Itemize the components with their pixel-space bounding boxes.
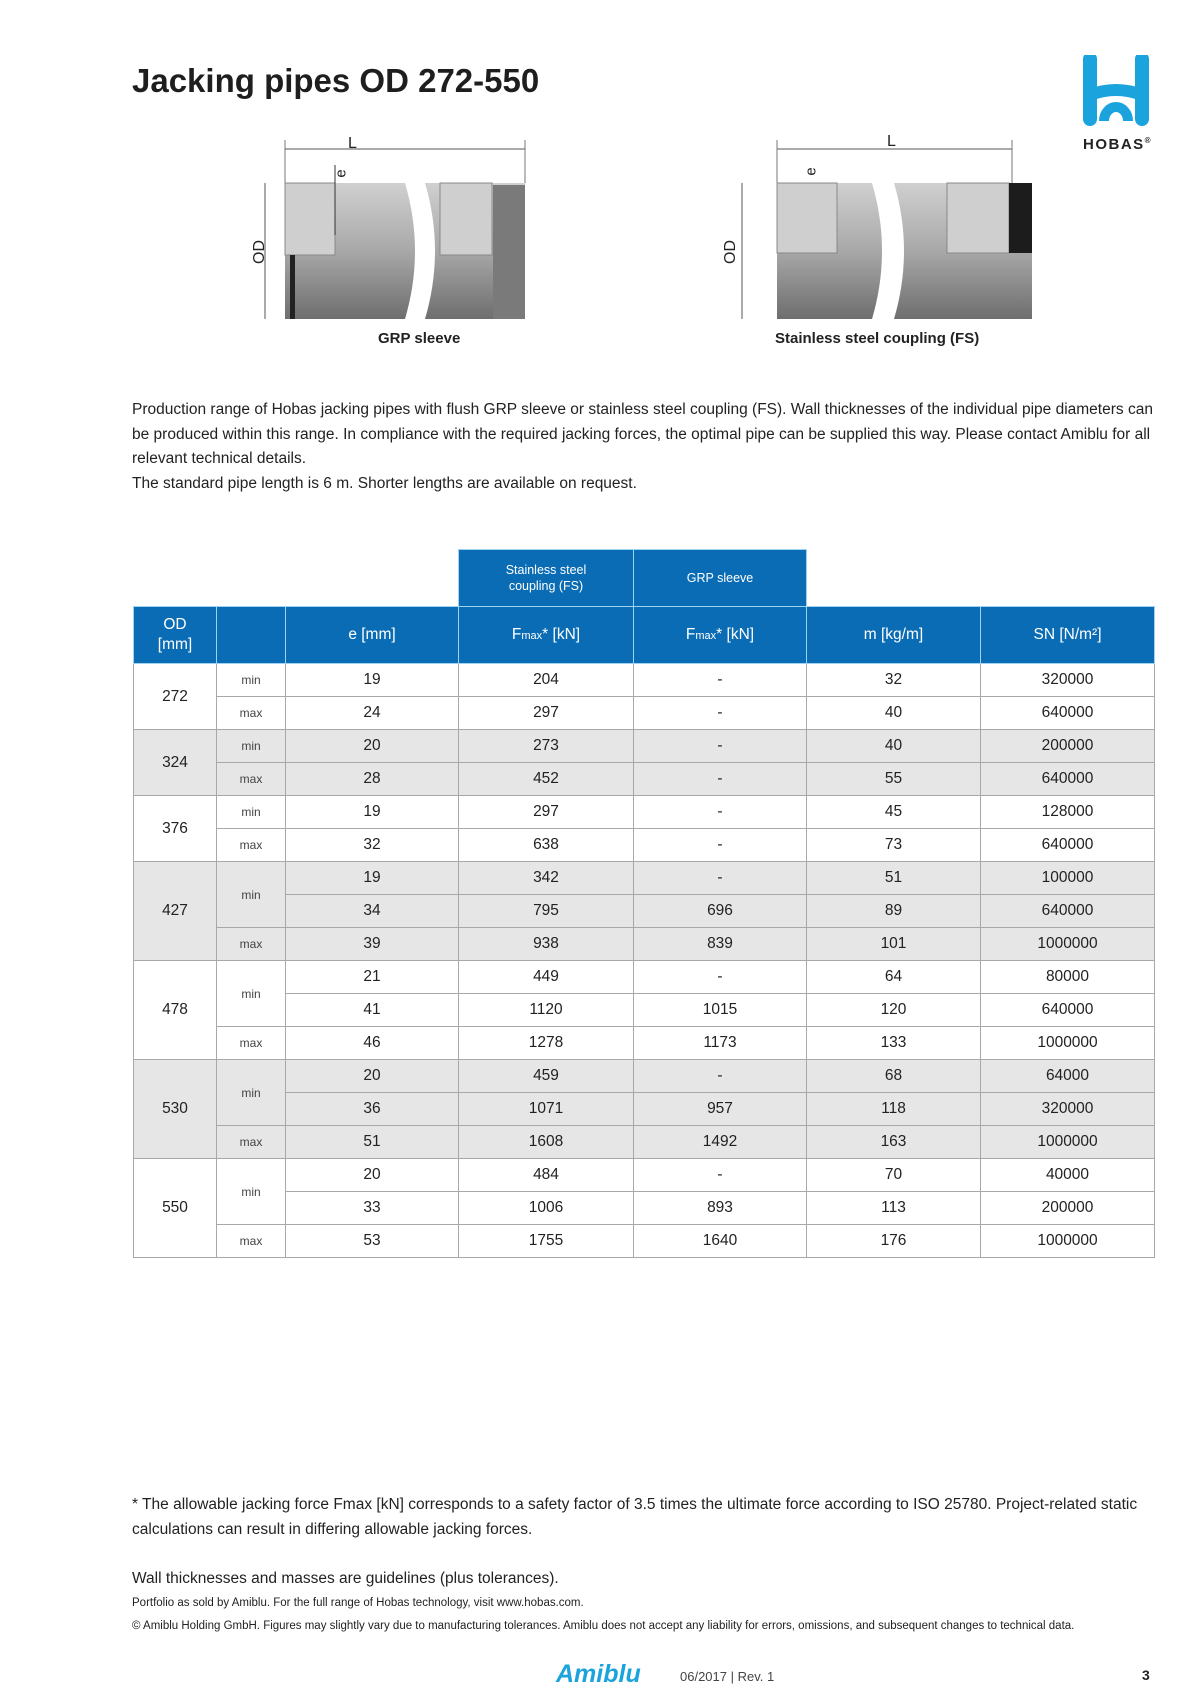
fmax-fs-cell: 484 bbox=[459, 1159, 634, 1192]
limit-cell: max bbox=[217, 1225, 286, 1258]
page-number: 3 bbox=[1142, 1667, 1150, 1683]
wall-thickness-cell: 20 bbox=[286, 730, 459, 763]
fmax-grp-cell: 1015 bbox=[634, 994, 807, 1027]
stiffness-cell: 64000 bbox=[981, 1060, 1155, 1093]
portfolio-note: Portfolio as sold by Amiblu. For the full range of Hobas technology, visit www.hobas.com. bbox=[132, 1597, 584, 1609]
col-od: OD [mm] bbox=[134, 607, 217, 664]
table-row bbox=[134, 994, 1155, 1027]
limit-cell: max bbox=[217, 697, 286, 730]
table-row bbox=[134, 1027, 1155, 1060]
col-mass: m [kg/m] bbox=[807, 607, 981, 664]
fmax-fs-cell: 452 bbox=[459, 763, 634, 796]
limit-cell: max bbox=[217, 928, 286, 961]
intro-paragraph: Production range of Hobas jacking pipes with flush GRP sleeve or stainless steel coupling (FS). Wall thicknesses of the individual pipe diameters can be produced within this range. In compliance with the required jacking forces, the optimal pipe can be supplied this way. Please contact Amiblu for all relevant technical details. bbox=[132, 401, 1153, 467]
stiffness-cell: 200000 bbox=[981, 730, 1155, 763]
fmax-grp-cell: - bbox=[634, 763, 807, 796]
col-sn: SN [N/m²] bbox=[981, 607, 1155, 664]
limit-cell: min bbox=[217, 1060, 286, 1126]
table-body bbox=[134, 664, 1155, 1258]
stiffness-cell: 40000 bbox=[981, 1159, 1155, 1192]
limit-cell: min bbox=[217, 664, 286, 697]
stiffness-cell: 128000 bbox=[981, 796, 1155, 829]
fmax-fs-cell: 342 bbox=[459, 862, 634, 895]
fmax-fs-cell: 459 bbox=[459, 1060, 634, 1093]
length-label: L bbox=[887, 133, 896, 150]
fmax-fs-cell: 1071 bbox=[459, 1093, 634, 1126]
mass-cell: 40 bbox=[807, 697, 981, 730]
mass-cell: 51 bbox=[807, 862, 981, 895]
copyright-note: © Amiblu Holding GmbH. Figures may slightly vary due to manufacturing tolerances. Amiblu does not accept any liability for errors, omissions, and subsequent changes to technical data. bbox=[132, 1620, 1075, 1632]
revision-date: 06/2017 | Rev. 1 bbox=[680, 1669, 775, 1684]
amiblu-logo: Amiblu bbox=[556, 1660, 641, 1688]
table-row bbox=[134, 1093, 1155, 1126]
wall-thickness-cell: 21 bbox=[286, 961, 459, 994]
fmax-fs-cell: 1120 bbox=[459, 994, 634, 1027]
group-header-grp: GRP sleeve bbox=[634, 550, 807, 607]
fmax-grp-cell: - bbox=[634, 796, 807, 829]
mass-cell: 133 bbox=[807, 1027, 981, 1060]
stiffness-cell: 200000 bbox=[981, 1192, 1155, 1225]
stiffness-cell: 640000 bbox=[981, 697, 1155, 730]
mass-cell: 120 bbox=[807, 994, 981, 1027]
wall-thickness-cell: 24 bbox=[286, 697, 459, 730]
mass-cell: 64 bbox=[807, 961, 981, 994]
limit-cell: min bbox=[217, 730, 286, 763]
wall-thickness-cell: 51 bbox=[286, 1126, 459, 1159]
fmax-grp-cell: - bbox=[634, 1060, 807, 1093]
stainless-coupling-diagram bbox=[732, 135, 1072, 325]
wall-thickness-cell: 20 bbox=[286, 1060, 459, 1093]
jacking-pipes-table bbox=[133, 549, 1155, 1258]
col-e: e [mm] bbox=[286, 607, 459, 664]
f-sub: max bbox=[521, 629, 543, 642]
grp-sleeve-caption: GRP sleeve bbox=[378, 330, 461, 347]
mass-cell: 73 bbox=[807, 829, 981, 862]
mass-cell: 113 bbox=[807, 1192, 981, 1225]
col-limit bbox=[217, 607, 286, 664]
stiffness-cell: 100000 bbox=[981, 862, 1155, 895]
stiffness-cell: 640000 bbox=[981, 994, 1155, 1027]
mass-cell: 40 bbox=[807, 730, 981, 763]
limit-cell: max bbox=[217, 1126, 286, 1159]
table-row bbox=[134, 928, 1155, 961]
od-cell: 376 bbox=[134, 796, 217, 862]
wall-thickness-cell: 19 bbox=[286, 862, 459, 895]
length-label: L bbox=[348, 135, 357, 152]
stiffness-cell: 640000 bbox=[981, 763, 1155, 796]
fmax-fs-cell: 297 bbox=[459, 697, 634, 730]
table-row bbox=[134, 697, 1155, 730]
hobas-logo-icon bbox=[1080, 55, 1160, 135]
od-cell: 530 bbox=[134, 1060, 217, 1159]
od-cell: 427 bbox=[134, 862, 217, 961]
wall-thickness-cell: 33 bbox=[286, 1192, 459, 1225]
fmax-grp-cell: 893 bbox=[634, 1192, 807, 1225]
fmax-fs-cell: 638 bbox=[459, 829, 634, 862]
fmax-fs-cell: 1608 bbox=[459, 1126, 634, 1159]
fmax-grp-cell: - bbox=[634, 1159, 807, 1192]
fmax-fs-cell: 273 bbox=[459, 730, 634, 763]
wall-thickness-cell: 28 bbox=[286, 763, 459, 796]
stiffness-cell: 1000000 bbox=[981, 1225, 1155, 1258]
table-row bbox=[134, 1225, 1155, 1258]
f-label: F bbox=[685, 625, 696, 643]
table-row bbox=[134, 829, 1155, 862]
fmax-grp-cell: - bbox=[634, 862, 807, 895]
intro-text bbox=[132, 398, 1157, 496]
hobas-logo-text bbox=[1083, 136, 1152, 153]
col-fmax-fs bbox=[459, 607, 634, 664]
mass-cell: 118 bbox=[807, 1093, 981, 1126]
wall-thickness-cell: 32 bbox=[286, 829, 459, 862]
limit-cell: max bbox=[217, 829, 286, 862]
wall-thickness-cell: 19 bbox=[286, 796, 459, 829]
footnote: * The allowable jacking force Fmax [kN] corresponds to a safety factor of 3.5 times the ultimate force according to ISO 25780. Project-related static calculations can result in differing allowable jacking forces. bbox=[132, 1496, 1138, 1538]
table-row bbox=[134, 961, 1155, 994]
mass-cell: 101 bbox=[807, 928, 981, 961]
fmax-grp-cell: - bbox=[634, 697, 807, 730]
od-cell: 324 bbox=[134, 730, 217, 796]
limit-cell: min bbox=[217, 1159, 286, 1225]
wall-thickness-cell: 46 bbox=[286, 1027, 459, 1060]
od-cell: 550 bbox=[134, 1159, 217, 1258]
wall-label: e bbox=[332, 169, 350, 178]
mass-cell: 45 bbox=[807, 796, 981, 829]
limit-cell: min bbox=[217, 796, 286, 829]
limit-cell: max bbox=[217, 763, 286, 796]
intro-paragraph: The standard pipe length is 6 m. Shorter lengths are available on request. bbox=[132, 474, 637, 492]
fmax-grp-cell: 696 bbox=[634, 895, 807, 928]
fmax-fs-cell: 795 bbox=[459, 895, 634, 928]
od-label: OD bbox=[251, 240, 268, 264]
blank-header bbox=[807, 550, 1155, 607]
table-row bbox=[134, 895, 1155, 928]
limit-cell: min bbox=[217, 961, 286, 1027]
guidelines-note: Wall thicknesses and masses are guidelines (plus tolerances). bbox=[132, 1570, 559, 1587]
stiffness-cell: 640000 bbox=[981, 895, 1155, 928]
fmax-grp-cell: 1640 bbox=[634, 1225, 807, 1258]
fmax-fs-cell: 1755 bbox=[459, 1225, 634, 1258]
grp-sleeve-diagram bbox=[255, 135, 595, 325]
mass-cell: 163 bbox=[807, 1126, 981, 1159]
f-sub: max bbox=[695, 629, 717, 642]
stiffness-cell: 80000 bbox=[981, 961, 1155, 994]
wall-thickness-cell: 53 bbox=[286, 1225, 459, 1258]
fmax-grp-cell: - bbox=[634, 961, 807, 994]
stainless-coupling-caption: Stainless steel coupling (FS) bbox=[775, 330, 980, 347]
od-label: OD bbox=[722, 240, 739, 264]
table-row bbox=[134, 1126, 1155, 1159]
fmax-grp-cell: 1173 bbox=[634, 1027, 807, 1060]
wall-thickness-cell: 39 bbox=[286, 928, 459, 961]
table-row bbox=[134, 664, 1155, 697]
fmax-grp-cell: 839 bbox=[634, 928, 807, 961]
col-fmax-grp bbox=[634, 607, 807, 664]
table-row bbox=[134, 1159, 1155, 1192]
mass-cell: 68 bbox=[807, 1060, 981, 1093]
fmax-grp-cell: - bbox=[634, 829, 807, 862]
brand-name: HOBAS bbox=[1083, 136, 1145, 153]
mass-cell: 55 bbox=[807, 763, 981, 796]
f-unit: * [kN] bbox=[716, 625, 755, 643]
fmax-grp-cell: - bbox=[634, 664, 807, 697]
fmax-grp-cell: - bbox=[634, 730, 807, 763]
wall-label: e bbox=[802, 167, 820, 176]
fmax-fs-cell: 204 bbox=[459, 664, 634, 697]
table-row bbox=[134, 1060, 1155, 1093]
wall-thickness-cell: 41 bbox=[286, 994, 459, 1027]
mass-cell: 32 bbox=[807, 664, 981, 697]
table-row bbox=[134, 862, 1155, 895]
stiffness-cell: 1000000 bbox=[981, 928, 1155, 961]
registered-mark: ® bbox=[1144, 136, 1153, 145]
table-row bbox=[134, 1192, 1155, 1225]
mass-cell: 89 bbox=[807, 895, 981, 928]
limit-cell: max bbox=[217, 1027, 286, 1060]
od-cell: 478 bbox=[134, 961, 217, 1060]
fmax-fs-cell: 1006 bbox=[459, 1192, 634, 1225]
f-label: F bbox=[511, 625, 522, 643]
table-row bbox=[134, 763, 1155, 796]
fmax-fs-cell: 297 bbox=[459, 796, 634, 829]
od-cell: 272 bbox=[134, 664, 217, 730]
fmax-fs-cell: 449 bbox=[459, 961, 634, 994]
table-row bbox=[134, 796, 1155, 829]
mass-cell: 70 bbox=[807, 1159, 981, 1192]
fmax-grp-cell: 957 bbox=[634, 1093, 807, 1126]
stiffness-cell: 320000 bbox=[981, 1093, 1155, 1126]
fmax-grp-cell: 1492 bbox=[634, 1126, 807, 1159]
stiffness-cell: 1000000 bbox=[981, 1126, 1155, 1159]
stiffness-cell: 320000 bbox=[981, 664, 1155, 697]
stiffness-cell: 640000 bbox=[981, 829, 1155, 862]
fmax-fs-cell: 938 bbox=[459, 928, 634, 961]
wall-thickness-cell: 20 bbox=[286, 1159, 459, 1192]
table-row bbox=[134, 730, 1155, 763]
wall-thickness-cell: 34 bbox=[286, 895, 459, 928]
blank-header bbox=[134, 550, 459, 607]
wall-thickness-cell: 19 bbox=[286, 664, 459, 697]
mass-cell: 176 bbox=[807, 1225, 981, 1258]
limit-cell: min bbox=[217, 862, 286, 928]
wall-thickness-cell: 36 bbox=[286, 1093, 459, 1126]
fmax-fs-cell: 1278 bbox=[459, 1027, 634, 1060]
group-header-fs: Stainless steel coupling (FS) bbox=[459, 550, 634, 607]
page-title: Jacking pipes OD 272-550 bbox=[132, 62, 540, 99]
f-unit: * [kN] bbox=[542, 625, 581, 643]
stiffness-cell: 1000000 bbox=[981, 1027, 1155, 1060]
